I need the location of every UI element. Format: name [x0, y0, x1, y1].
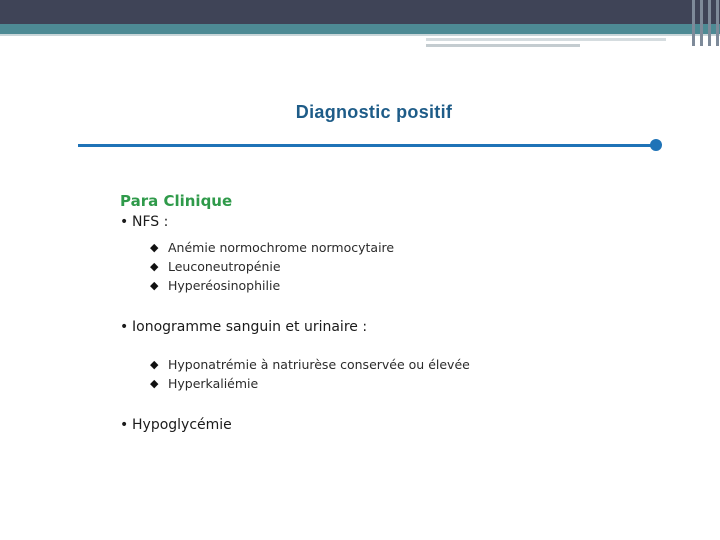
- title-rule-dot: [650, 139, 662, 151]
- header-band: [0, 0, 720, 24]
- bullet-hypoglycemie: • Hypoglycémie: [120, 417, 470, 433]
- sub-bullet: ◆ Hyperkaliémie: [150, 374, 470, 393]
- header-accent-band: [0, 24, 720, 34]
- bullet-ionogramme: • Ionogramme sanguin et urinaire :: [120, 319, 470, 335]
- decorative-bar: [708, 0, 711, 46]
- decorative-line: [426, 44, 580, 47]
- header-light-band: [0, 34, 720, 36]
- decorative-bar: [700, 0, 703, 46]
- decorative-line: [426, 38, 666, 41]
- title-rule: [78, 144, 656, 147]
- bullet-nfs: • NFS :: [120, 214, 470, 230]
- sub-bullet: ◆ Hyponatrémie à natriurèse conservée ou élevée: [150, 355, 470, 374]
- decorative-bar: [692, 0, 695, 46]
- section-heading: Para Clinique: [120, 192, 233, 210]
- slide-title: Diagnostic positif: [295, 102, 453, 122]
- decorative-bar: [716, 0, 719, 46]
- sub-bullet: ◆ Leuconeutropénie: [150, 257, 470, 276]
- sub-bullet: ◆ Anémie normochrome normocytaire: [150, 238, 470, 257]
- sub-bullet: ◆ Hyperéosinophilie: [150, 276, 470, 295]
- slide-content: [120, 192, 470, 433]
